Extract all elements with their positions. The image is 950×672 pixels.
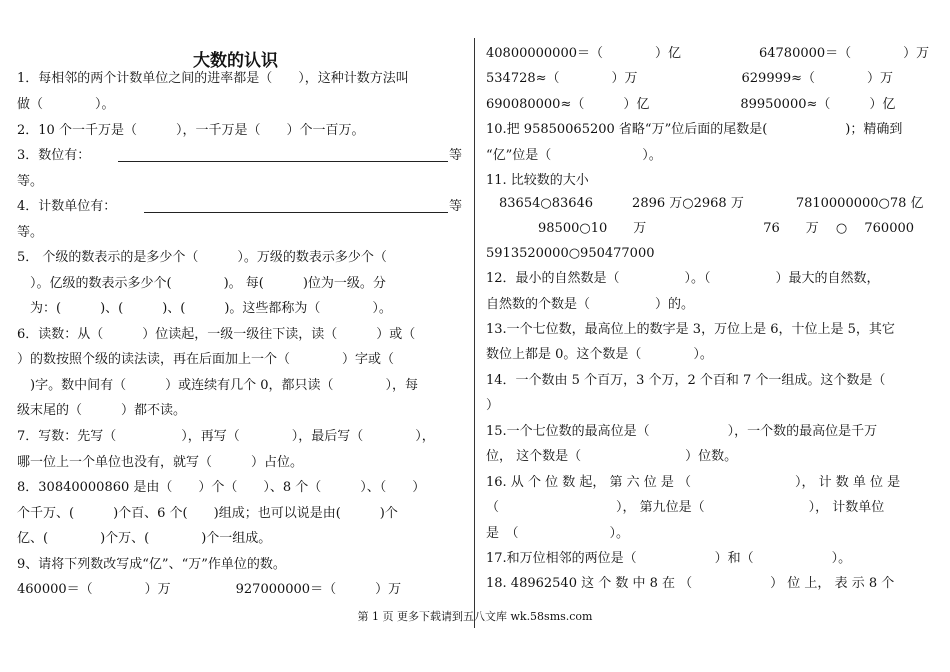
q3-line-1: 3．数位有： [17,148,91,163]
q9-line-4: 534728≈（ ）万 629999≈（ ）万 [486,71,894,86]
q1-line-1: 1．每相邻的两个计数单位之间的进率都是（ ），这种计数方法叫 [17,71,409,86]
q10-line-2: “亿”位是（ ）。 [486,148,662,163]
q3-suffix: 等 [449,148,463,163]
q9-line-3: 40800000000＝（ ）亿 64780000＝（ ）万 [486,46,930,61]
q6-line-4: 级末尾的（ ）都不读。 [17,403,187,418]
q14-line-1: 14．一个数由 5 个百万，3 个万，2 个百和 7 个一组成。这个数是（ [486,373,886,388]
q6-line-3: )字。数中间有（ ）或连续有几个 0，都只读（ ），每 [17,378,418,393]
q8-line-1: 8．30840000860 是由（ ）个（ ）、8 个（ ）、（ ） [17,480,426,495]
q11-line-3: 98500○10 万 76 万 ○ 760000 [486,221,915,236]
q18-line: 18. 48962540 这 个 数 中 8 在 （ ） 位 上， 表 示 8 个 [486,576,895,591]
q12-line-2: 自然数的个数是（ ）的。 [486,297,695,312]
q9-line-2: 460000＝（ ）万 927000000＝（ ）万 [17,582,402,597]
q11-line-4: 5913520000○950477000 [486,246,655,261]
q15-line-2: 位， 这个数是（ ）位数。 [486,449,738,464]
q4-line-2: 等。 [17,225,44,240]
q11-line-2: 83654○83646 2896 万○2968 万 7810000000○78 亿 [486,196,924,211]
q3-line-2: 等。 [17,174,44,189]
q4-suffix: 等 [449,199,463,214]
q7-line-2: 哪一位上一个单位也没有，就写（ ）占位。 [17,455,304,470]
page-title: 大数的认识 [193,51,278,71]
q15-line-1: 15.一个七位数的最高位是（ ），一个数的最高位是千万 [486,424,878,439]
q13-line-2: 数位上都是 0。这个数是（ ）。 [486,347,713,362]
q9-line-5: 690080000≈（ ）亿 89950000≈（ ）亿 [486,97,896,112]
q6-line-2: ）的数按照个级的读法读，再在后面加上一个（ ）字或（ [17,352,395,367]
q3-answer-blank [118,161,448,162]
q14-line-2: ） [486,398,500,413]
q7-line-1: 7．写数：先写（ ），再写（ ），最后写（ ）， [17,429,435,444]
q8-line-2: 个千万、( )个百、6 个( )组成；也可以说是由( )个 [17,506,398,521]
q13-line-1: 13.一个七位数，最高位上的数字是 3，万位上是 6，十位上是 5，其它 [486,322,895,337]
q4-line-1: 4．计数单位有： [17,199,117,214]
q5-line-1: 5． 个级的数表示的是多少个（ ）。万级的数表示多少个（ [17,250,387,265]
q16-line-2: （ ）， 第九位是（ ）， 计数单位 [486,500,885,515]
q16-line-3: 是 （ ）。 [486,526,630,541]
q11-line-1: 11. 比较数的大小 [486,173,589,188]
q5-line-3: 为：( )、( )、( )。这些都称为（ ）。 [17,301,392,316]
q4-answer-blank [144,212,448,213]
q12-line-1: 12．最小的自然数是（ ）。（ ）最大的自然数， [486,271,880,286]
q5-line-2: ）。亿级的数表示多少个( )。 每( )位为一级。分 [17,276,386,291]
q1-line-2: 做（ ）。 [17,97,115,112]
q10-line-1: 10.把 95850065200 省略“万”位后面的尾数是( )；精确到 [486,122,903,137]
q2-line: 2．10 个一千万是（ ），一千万是（ ）个一百万。 [17,123,365,138]
q6-line-1: 6．读数：从（ ）位读起，一级一级往下读，读（ ）或（ [17,327,416,342]
q9-line-1: 9、请将下列数改写成“亿”、“万”作单位的数。 [17,557,286,572]
q16-line-1: 16. 从 个 位 数 起， 第 六 位 是 （ ）， 计 数 单 位 是 [486,475,901,490]
q8-line-3: 亿、( )个万、( )个一组成。 [17,531,272,546]
page-footer: 第 1 页 更多下载请到五八文库 wk.58sms.com [357,610,593,623]
q17-line: 17.和万位相邻的两位是（ ）和（ ）。 [486,551,852,566]
column-divider [474,38,475,628]
